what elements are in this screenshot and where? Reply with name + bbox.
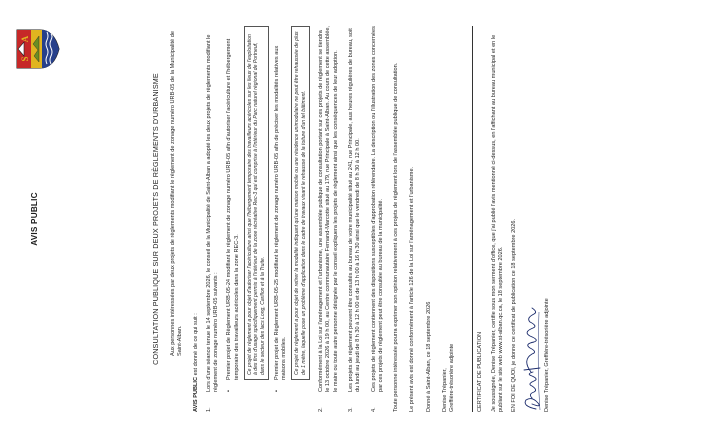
subitem-text: Premier projet de Règlement URB-05-25 modifiant le règlement de zonage numéro URB-05 afin de préciser les modalités relatives aux maisons mobiles. — [273, 45, 288, 380]
notice-closing — [393, 26, 433, 412]
crest-letter-s: S — [20, 56, 30, 62]
signer-title: Greffière-trésorière adjointe — [449, 343, 456, 412]
notice-item-2 — [318, 26, 340, 412]
notice-item-3 — [348, 26, 363, 412]
certificate-faith: EN FOI DE QUOI, je donne ce certificat de publication ce 18 septembre 2026. — [511, 218, 518, 412]
closing-opinion: Toute personne intéressée pourra exprimer son opinion relativement à ces projets de règlement lors de l'assemblée publique de consultation. — [393, 62, 400, 412]
signature-area — [524, 26, 544, 412]
certificate-title: CERTIFICAT DE PUBLICATION — [477, 331, 484, 412]
notice-subtitle: CONSULTATION PUBLIQUE SUR DEUX PROJETS DE RÈGLEMENTS D'URBANISME — [150, 73, 160, 365]
item-subitems — [226, 26, 310, 392]
item-text: Les projets de règlement peuvent être consultés au bureau de votre municipalité situé au 241, rue Principale, aux heures régulières de bureau, soit du lundi au jeudi de 8 h 30 à 12 h 00 et de 13 h 00 à 16 h 30 ainsi que le vendredi de 8 h 30 à 12 h 00. — [348, 28, 362, 392]
item-text: Lors d'une séance tenue le 14 septembre 2026, le conseil de la Municipalité de Saint-Alban a adopté les deux projets de règlements modifiant le règlement de zonage numéro URB-05 suivants : — [205, 34, 220, 392]
crest-letter-a: A — [20, 35, 30, 43]
certificate-text: Je soussignée, Denise Trépanier, certifie sous mon serment d'office, que j'ai publié l'avis mentionné ci-dessus, en l'affichant au bureau municipal et en le publiant sur le site web www.st-alban.qc.ca, le 18 septembre 2026. — [490, 34, 504, 412]
item-text: Ces projets de règlement contiennent des dispositions susceptibles d'approbation référendaire. La description ou l'illustration des zones concernées par ces projets de règlement peut être consultée au bureau de la municipalité. — [370, 26, 384, 392]
municipal-crest-logo — [14, 26, 60, 72]
notice-item-1 — [206, 26, 310, 412]
subitem-note: Ce projet de règlement a pour objet d'autoriser l'acériculture ainsi que l'hébergement temporaire des travailleurs acéricoles sur les lieux de l'exploitation à des fins d'usage spécifiquement permis à l'intérieur de la zone récréative Rec-3 qui est comprise à l'intérieur du Parc naturel régional de Portneuf, dans le secteur des lacs Long, Carillon et à la Truite. — [244, 26, 269, 380]
closing-legal-basis: Le présent avis est donné conformément à l'article 126 de la Loi sur l'aménagement et l'urbanisme. — [409, 166, 416, 412]
subitem-urb-05-25 — [274, 26, 310, 392]
subitem-note: Ce projet de règlement a pour objet de retirer la modalité indiquant qu'une maison mobile ou une résidence unimodulaire ne peut être rehaussée de plus de 1 mètre, laquelle pose un problème d'application dans le cadre de travaux visant le rehausse de la toiture d'un tel bâtiment. — [291, 26, 310, 380]
bullet-icon: • — [226, 390, 233, 392]
given-at: Donné à Saint-Alban, ce 18 septembre 2026 — [425, 301, 432, 412]
notice-title: AVIS PUBLIC — [30, 192, 39, 246]
notice-ordered-prefix: AVIS PUBLIC — [192, 376, 199, 412]
notice-items — [206, 26, 385, 412]
signer-block — [442, 26, 457, 412]
signature-line: Denise Trépanier, Greffière-trésorière adjointe — [544, 298, 551, 412]
notice-intro: Aux personnes intéressées par deux projets de règlements modifiant le règlement de zonage numéro URB-05 de la Municipalité de Saint-Alban. — [170, 31, 184, 356]
item-number: 3. — [348, 407, 354, 412]
signer-name: Denise Trépanier, — [441, 368, 448, 412]
publication-certificate — [472, 26, 551, 412]
handwritten-signature — [518, 302, 544, 412]
notice-item-4 — [371, 26, 386, 412]
bullet-icon: • — [273, 390, 280, 392]
subitem-urb-05-24 — [226, 26, 269, 392]
subitem-text: Premier projet de Règlement URB-05-24 modifiant le règlement de zonage numéro URB-05 afin d'autoriser l'acériculture et l'hébergement temporaire des travailleurs acéricoles dans la zone REC-3. — [226, 38, 240, 380]
notice-ordered-heading — [193, 26, 200, 412]
item-number: 1. — [205, 407, 212, 412]
item-text: Conformément à la Loi sur l'aménagement et l'urbanisme, une assemblée publique de consultation portant sur ces projets de règlement se tiendra le 13 octobre 2026 à 19 h 00, au Centre communautaire Fernand-Marcotte situé au 179, rue Principale à Saint-Alban. Au cours de cette assemblée, le maire ou toute autre personne désignée par le conseil expliquera les projets de règlement ainsi que les conséquences de leur adoption. — [318, 26, 339, 392]
notice-ordered-suffix: est donné de ce qui suit : — [192, 313, 199, 376]
item-number: 4. — [370, 407, 377, 412]
item-number: 2. — [318, 407, 325, 412]
